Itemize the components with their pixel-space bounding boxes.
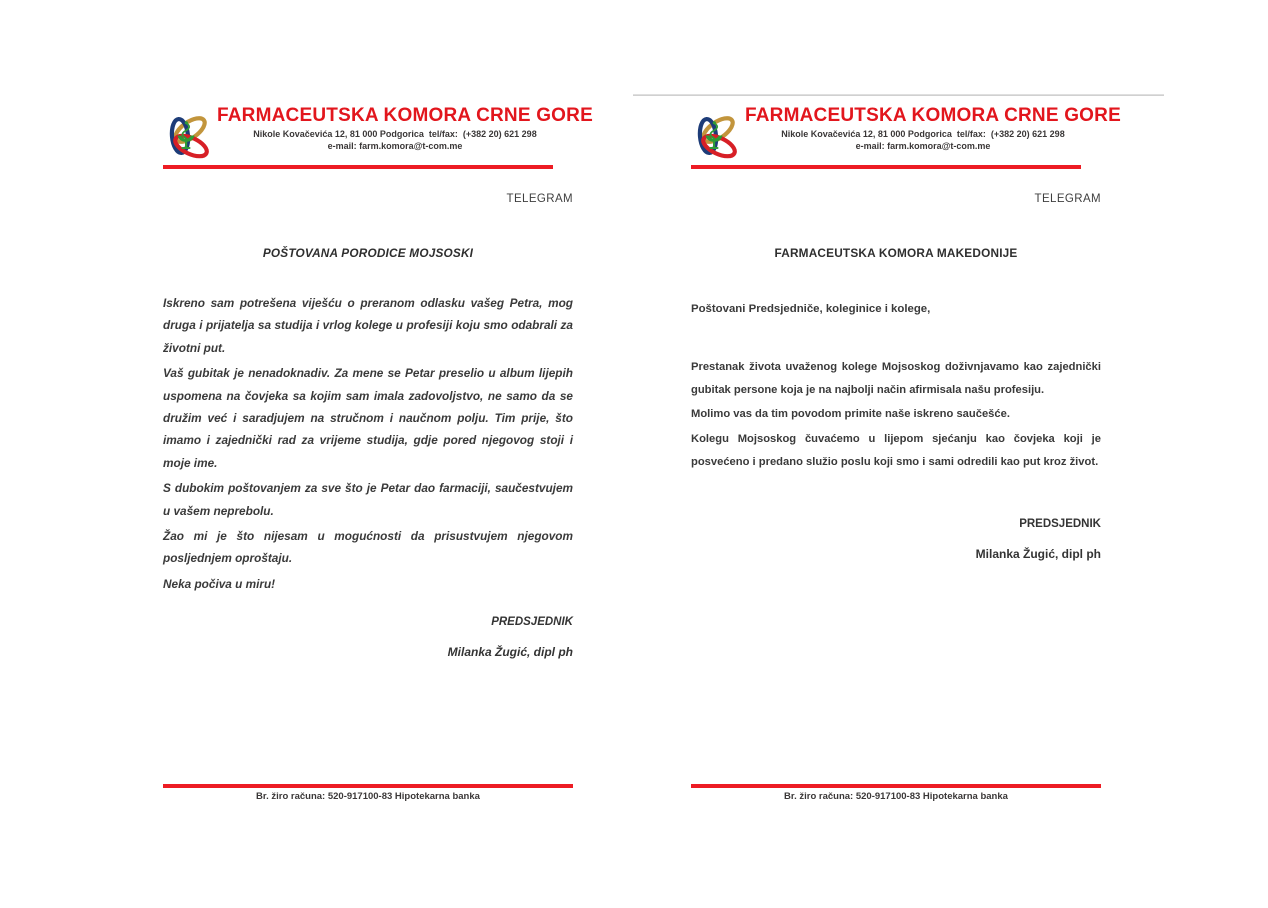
letterhead-text bbox=[745, 105, 1121, 152]
signature-name: Milanka Žugić, dipl ph bbox=[975, 547, 1101, 561]
letter-paragraph: Žao mi je što nijesam u mogućnosti da prisustvujem njegovom posljednjem oproštaju. bbox=[163, 529, 573, 566]
footer-account-line: Br. žiro računa: 520-917100-83 Hipotekarna banka bbox=[784, 791, 1008, 802]
signature-name: Milanka Žugić, dipl ph bbox=[447, 645, 573, 659]
signature-title: PREDSJEDNIK bbox=[1019, 518, 1101, 530]
letter-body bbox=[691, 356, 1101, 475]
footer-rule bbox=[163, 784, 573, 788]
org-title: FARMACEUTSKA KOMORA CRNE GORE bbox=[745, 105, 1121, 126]
doc-type-label: TELEGRAM bbox=[506, 193, 573, 205]
footer-account-line: Br. žiro računa: 520-917100-83 Hipotekarna banka bbox=[256, 791, 480, 802]
signature-title: PREDSJEDNIK bbox=[491, 616, 573, 628]
header-rule bbox=[691, 165, 1081, 169]
pharmacy-chamber-logo-icon bbox=[691, 106, 739, 166]
letter-paragraph: Molimo vas da tim povodom primite naše iskreno saučešće. bbox=[691, 408, 1010, 421]
org-email: e-mail: farm.komora@t-com.me bbox=[327, 141, 463, 151]
pharmacy-chamber-logo-icon bbox=[163, 106, 211, 166]
doc-type-label: TELEGRAM bbox=[1034, 193, 1101, 205]
letter-paragraph: Kolegu Mojsoskog čuvaćemo u lijepom sjećanju kao čovjeka koji je posvećeno i predano služio poslu koji smo i sami odredili kao put kroz život. bbox=[691, 432, 1101, 468]
letter-paragraph: Iskreno sam potrešena viješću o preranom odlasku vašeg Petra, mog druga i prijatelja sa studija i vrlog kolege u profesiji koju smo odabrali za životni put. bbox=[163, 296, 573, 355]
letter-paragraph: Vaš gubitak je nenadoknadiv. Za mene se Petar preselio u album lijepih uspomena na čovjeka sa kojim sam imala zadovoljstvo, ne samo da se družim već i saradjujem na stručnom i naučnom polju. Tim prije, što imamo i zajednički rad za vrijeme studija, gdje pored njegovog stoji i moje ime. bbox=[163, 366, 573, 470]
letter-salutation: POŠTOVANA PORODICE MOJSOSKI bbox=[262, 246, 474, 260]
letter-body bbox=[163, 292, 573, 598]
letter-recipient: FARMACEUTSKA KOMORA MAKEDONIJE bbox=[774, 246, 1018, 260]
letterhead-text bbox=[217, 105, 593, 152]
header-rule bbox=[163, 165, 553, 169]
letterhead bbox=[163, 105, 593, 171]
letter-page-right bbox=[691, 0, 1121, 908]
letter-paragraph: S dubokim poštovanjem za sve što je Petar dao farmaciji, saučestvujem u vašem neprebolu. bbox=[163, 481, 573, 518]
footer-rule bbox=[691, 784, 1101, 788]
org-address: Nikole Kovačevića 12, 81 000 Podgorica tel/fax: (+382 20) 621 298 bbox=[253, 129, 537, 139]
letter-paragraph: Prestanak života uvaženog kolege Mojsoskog doživnjavamo kao zajednički gubitak persone koja je na najbolji način afirmisala našu profesiju. bbox=[691, 361, 1101, 397]
org-email: e-mail: farm.komora@t-com.me bbox=[855, 141, 991, 151]
letterhead bbox=[691, 105, 1121, 171]
org-address: Nikole Kovačevića 12, 81 000 Podgorica tel/fax: (+382 20) 621 298 bbox=[781, 129, 1065, 139]
letter-salutation: Poštovani Predsjedniče, koleginice i kolege, bbox=[691, 303, 931, 315]
letter-page-left bbox=[163, 0, 593, 908]
org-title: FARMACEUTSKA KOMORA CRNE GORE bbox=[217, 105, 593, 126]
letter-paragraph: Neka počiva u miru! bbox=[163, 576, 276, 591]
